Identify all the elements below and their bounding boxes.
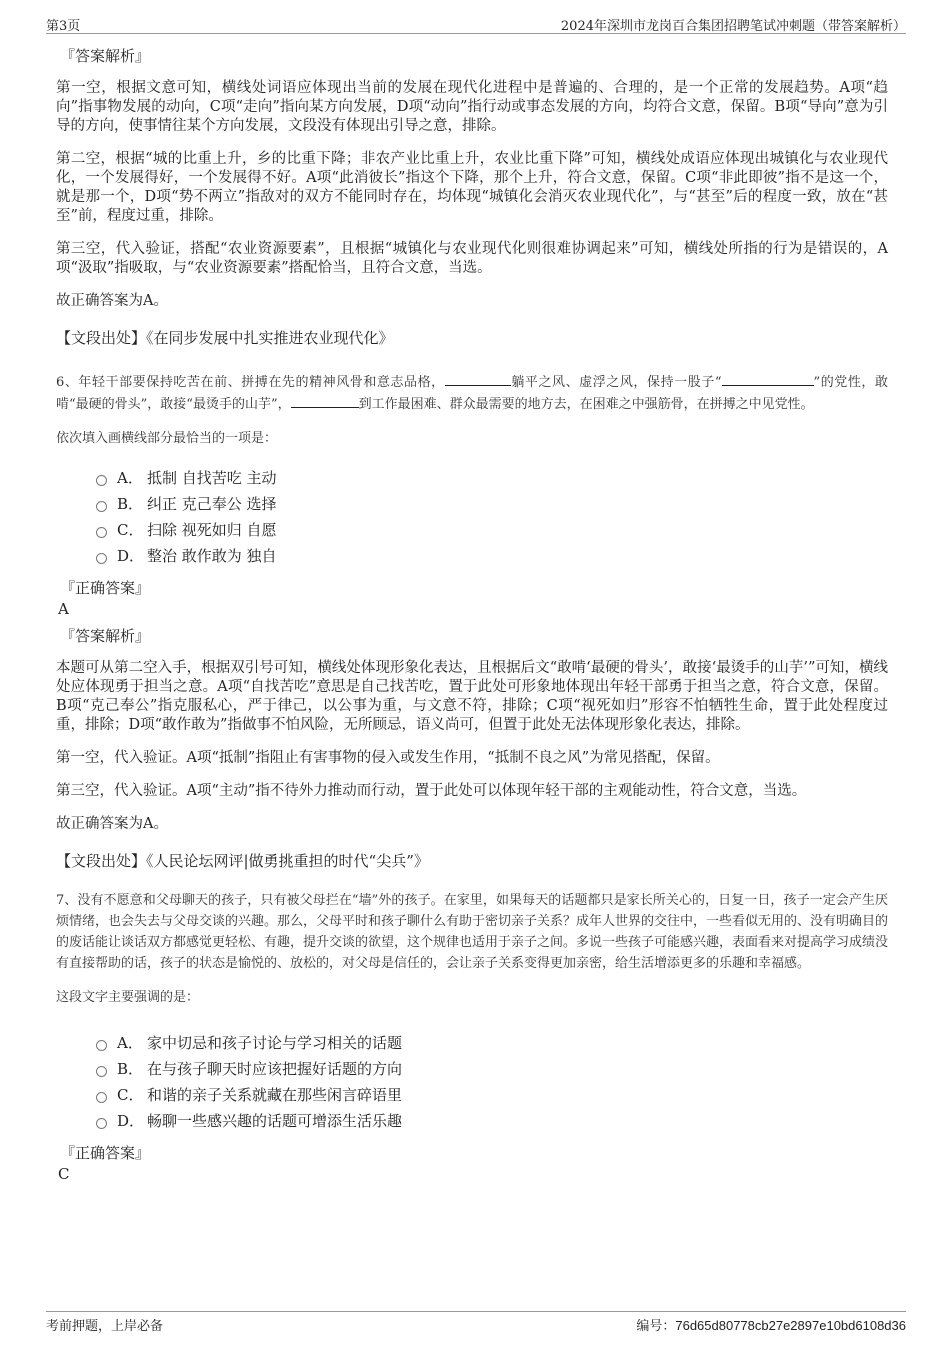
radio-icon[interactable] (96, 553, 107, 564)
footer-code-value: 76d65d80778cb27e2897e10bd6108d36 (675, 1318, 906, 1333)
q5-source: 【文段出处】《在同步发展中扎实推进农业现代化》 (56, 329, 394, 347)
q7-option-d[interactable] (96, 1108, 888, 1134)
option-letter: C． (117, 1086, 144, 1104)
q7-option-a[interactable] (96, 1030, 888, 1056)
radio-icon[interactable] (96, 1118, 107, 1129)
q6-answer: A (58, 600, 69, 618)
option-text: 畅聊一些感兴趣的话题可增添生活乐趣 (147, 1112, 403, 1130)
q6-answer-tag: 『正确答案』 (60, 579, 151, 597)
q6-option-d[interactable] (96, 543, 888, 569)
q7-answer-tag: 『正确答案』 (60, 1144, 151, 1162)
radio-icon[interactable] (96, 1092, 107, 1103)
q5-analysis-paragraph: 第二空，根据“城的比重上升，乡的比重下降；非农产业比重上升，农业比重下降”可知，横线处成语应体现出城镇化与农业现代化，一个发展得好，一个发展得不好。A项“此消彼长”指这个下降，那个上升，符合文意，保留。C项“非此即彼”指不是这一个，就是那一个，D项“势不两立”指敌对的双方不能同时存在，均体现“城镇化会消灭农业现代化”，与“甚至”后的程度一致，放在“甚至”前，程度过重，排除。 (56, 151, 888, 224)
answer-blank (291, 393, 359, 408)
radio-icon[interactable] (96, 527, 107, 538)
q5-conclusion: 故正确答案为A。 (56, 293, 168, 309)
option-text: 抵制 自找苦吃 主动 (147, 469, 277, 487)
q6-analysis-paragraph: 本题可从第二空入手，根据双引号可知，横线处体现形象化表达，且根据后文“敢啃‘最硬的骨头’，敢接‘最烫手的山芋’”可知，横线处应体现勇于担当之意。A项“自找苦吃”意思是自己找苦吃，置于此处可形象地体现出年轻干部勇于担当之意，符合文意，保留。B项“克己奉公”指克服私心，严于律己，以公事为重，与文意不符，排除；C项“视死如归”形容不怕牺牲生命，置于此处程度过重，排除；D项“敢作敢为”指做事不怕风险，无所顾忌，语义尚可，但置于此处无法体现形象化表达，排除。 (56, 660, 888, 733)
option-letter: D． (117, 1112, 145, 1130)
option-letter: A． (117, 469, 143, 487)
answer-blank (445, 371, 511, 386)
radio-icon[interactable] (96, 1040, 107, 1051)
q6-conclusion: 故正确答案为A。 (56, 816, 168, 832)
option-letter: B． (117, 495, 144, 513)
footer-code (636, 1315, 906, 1334)
radio-icon[interactable] (96, 501, 107, 512)
q6-analysis-paragraph: 第一空，代入验证。A项“抵制”指阻止有害事物的侵入或发生作用，“抵制不良之风”为常见搭配，保留。 (56, 750, 720, 766)
q6-stem-part: 躺平之风、虚浮之风，保持一股子“ (510, 375, 722, 390)
page-content (56, 45, 888, 1190)
q6-stem-part: 6、年轻干部要保持吃苦在前、拼搏在先的精神风骨和意志品格， (56, 375, 445, 390)
q7-options (96, 1030, 888, 1134)
q6-analysis-tag: 『答案解析』 (60, 627, 151, 645)
radio-icon[interactable] (96, 1066, 107, 1077)
q6-option-c[interactable] (96, 517, 888, 543)
q7-answer: C (58, 1165, 70, 1183)
option-text: 在与孩子聊天时应该把握好话题的方向 (147, 1060, 403, 1078)
q5-analysis-tag: 『答案解析』 (60, 47, 151, 65)
q6-source: 【文段出处】《人民论坛网评|做勇挑重担的时代“尖兵”》 (56, 852, 429, 870)
option-text: 扫除 视死如归 自愿 (147, 521, 277, 539)
q6-option-a[interactable] (96, 465, 888, 491)
q6-prompt: 依次填入画横线部分最恰当的一项是： (56, 431, 278, 446)
answer-blank (722, 371, 814, 386)
q6-stem-part: ”的党性，敢啃“最硬的骨头”，敢接“最烫手的山芋”， (56, 375, 888, 412)
q5-analysis-paragraph: 第三空，代入验证，搭配“农业资源要素”，且根据“城镇化与农业现代化则很难协调起来”可知，横线处所指的行为是错误的，A项“汲取”指吸取，与“农业资源要素”搭配恰当，且符合文意，当选。 (56, 241, 888, 276)
q6-analysis-paragraph: 第三空，代入验证。A项“主动”指不待外力推动而行动，置于此处可以体现年轻干部的主观能动性，符合文意，当选。 (56, 783, 807, 799)
page-number: 第3页 (46, 19, 81, 34)
footer-code-label: 编号： (636, 1319, 676, 1334)
option-text: 家中切忌和孩子讨论与学习相关的话题 (147, 1034, 403, 1052)
radio-icon[interactable] (96, 475, 107, 486)
option-letter: A． (117, 1034, 143, 1052)
option-letter: D． (117, 547, 145, 565)
q7-option-c[interactable] (96, 1082, 888, 1108)
q5-analysis-paragraph: 第一空，根据文意可知，横线处词语应体现出当前的发展在现代化进程中是普遍的、合理的，是一个正常的发展趋势。A项“趋向”指事物发展的动向，C项“走向”指向某方向发展，D项“动向”指行动或事态发展的方向，均符合文意，保留。B项“导向”意为引导的方向，使事情往某个方向发展，文段没有体现出引导之意，排除。 (56, 80, 888, 134)
q6-options (96, 465, 888, 569)
option-text: 纠正 克己奉公 选择 (147, 495, 277, 513)
document-title: 2024年深圳市龙岗百合集团招聘笔试冲刺题（带答案解析） (560, 19, 906, 34)
footer-slogan: 考前押题，上岸必备 (46, 1319, 164, 1334)
page-header (46, 11, 906, 34)
q7-stem: 7、没有不愿意和父母聊天的孩子，只有被父母拦在“墙”外的孩子。在家里，如果每天的话题都只是家长所关心的，日复一日，孩子一定会产生厌烦情绪，也会失去与父母交谈的兴趣。那么，父母平时和孩子聊什么有助于密切亲子关系？成年人世界的交往中，一些看似无用的、没有明确目的的废话能让谈话双方都感觉更轻松、有趣，提升交谈的欲望，这个规律也适用于亲子之间。多说一些孩子可能感兴趣，表面看来对提高学习成绩没有直接帮助的话，孩子的状态是愉悦的、放松的，对父母是信任的，会让亲子关系变得更加亲密，给生活增添更多的乐趣和幸福感。 (56, 893, 889, 971)
page-footer (46, 1311, 906, 1336)
q6-option-b[interactable] (96, 491, 888, 517)
option-text: 整治 敢作敢为 独自 (147, 547, 277, 565)
option-letter: C． (117, 521, 144, 539)
option-letter: B． (117, 1060, 144, 1078)
q6-stem-part: 到工作最困难、群众最需要的地方去，在困难之中强筋骨，在拼搏之中见党性。 (358, 397, 814, 412)
option-text: 和谐的亲子关系就藏在那些闲言碎语里 (147, 1086, 403, 1104)
q7-prompt: 这段文字主要强调的是： (56, 990, 200, 1005)
q6-stem (56, 371, 888, 415)
q7-option-b[interactable] (96, 1056, 888, 1082)
